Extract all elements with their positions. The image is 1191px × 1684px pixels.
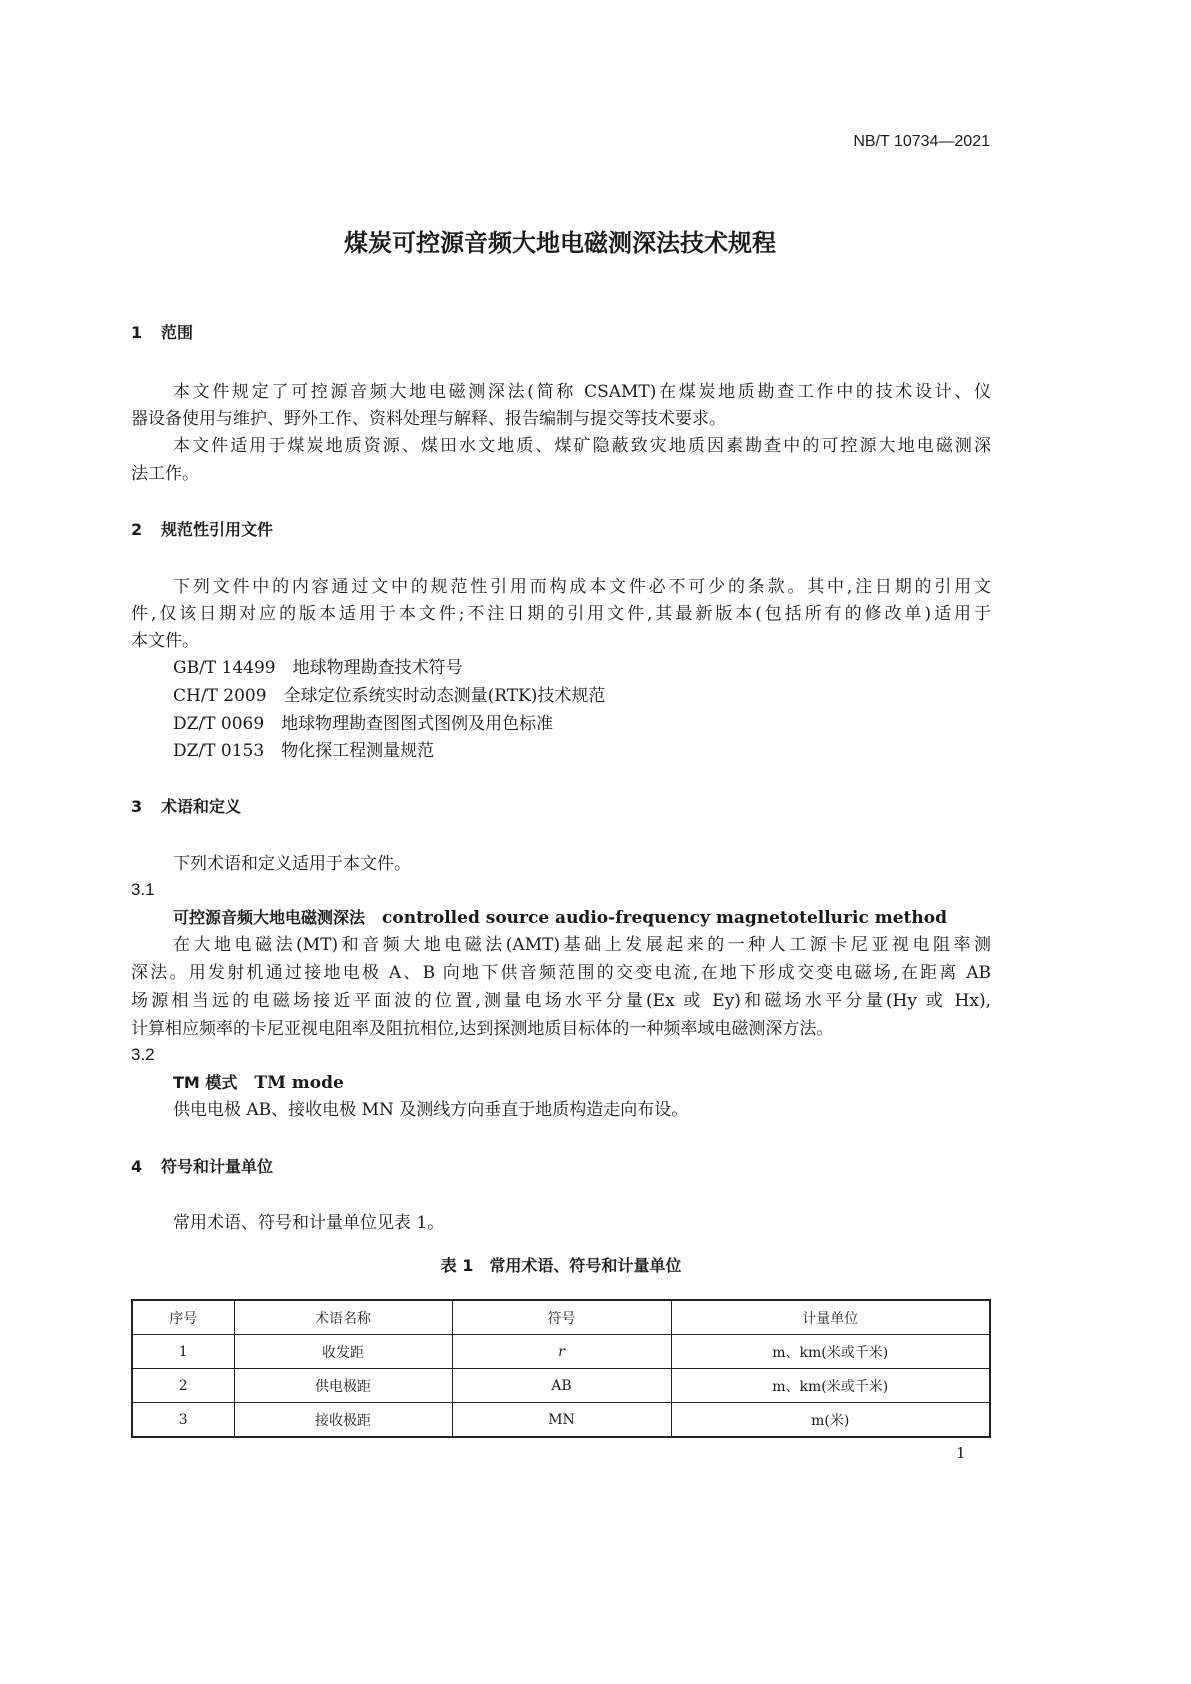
reference-code: CH/T 2009 — [173, 686, 267, 706]
page-title: 煤炭可控源音频大地电磁测深法技术规程 — [344, 229, 776, 257]
table-cell: AB — [452, 1369, 671, 1403]
reference-item — [173, 656, 463, 680]
section-title: 规范性引用文件 — [161, 520, 274, 539]
reference-title: 地球物理勘查技术符号 — [292, 658, 463, 678]
term-en: TM mode — [254, 1073, 344, 1093]
section-number: 3 — [131, 797, 143, 816]
reference-title: 全球定位系统实时动态测量(RTK)技术规范 — [283, 686, 606, 706]
paragraph-line: 计算相应频率的卡尼亚视电阻率及阻抗相位,达到探测地质目标体的一种频率域电磁测深方法。 — [131, 1019, 834, 1039]
table-row — [132, 1335, 990, 1369]
reference-title: 地球物理勘查图图式图例及用色标准 — [281, 714, 554, 734]
table-cell: MN — [452, 1403, 671, 1438]
reference-code: DZ/T 0069 — [173, 714, 265, 734]
page-number: 1 — [956, 1444, 966, 1462]
table-cell: 供电极距 — [234, 1369, 452, 1403]
paragraph-line: 供电电极 AB、接收电极 MN 及测线方向垂直于地质构造走向布设。 — [173, 1100, 689, 1120]
table-cell: 2 — [132, 1369, 234, 1403]
section-heading-4 — [131, 1155, 273, 1179]
column-header: 符号 — [452, 1300, 671, 1335]
paragraph-line: 在大地电磁法(MT)和音频大地电磁法(AMT)基础上发展起来的一种人工源卡尼亚视电阻率测 — [173, 935, 991, 955]
table-header-row — [132, 1300, 990, 1335]
term-en: controlled source audio-frequency magnetotelluric method — [382, 908, 947, 928]
paragraph-line: 下列文件中的内容通过文中的规范性引用而构成本文件必不可少的条款。其中,注日期的引用文 — [173, 577, 991, 597]
table-row — [132, 1369, 990, 1403]
column-header: 序号 — [132, 1300, 234, 1335]
term-cn: 可控源音频大地电磁测深法 — [173, 908, 366, 927]
section-number: 4 — [131, 1157, 143, 1176]
column-header: 计量单位 — [671, 1300, 990, 1335]
table-row — [132, 1403, 990, 1438]
term-cn: TM 模式 — [173, 1073, 238, 1092]
paragraph-line: 本文件规定了可控源音频大地电磁测深法(简称 CSAMT)在煤炭地质勘查工作中的技术设计、仪 — [173, 382, 991, 402]
section-title: 术语和定义 — [161, 797, 242, 816]
section-number: 2 — [131, 520, 143, 539]
table-cell: m、km(米或千米) — [671, 1369, 990, 1403]
reference-code: GB/T 14499 — [173, 658, 276, 678]
column-header: 术语名称 — [234, 1300, 452, 1335]
paragraph-line: 器设备使用与维护、野外工作、资料处理与解释、报告编制与提交等技术要求。 — [131, 409, 726, 429]
paragraph-line: 件,仅该日期对应的版本适用于本文件;不注日期的引用文件,其最新版本(包括所有的修改单)适用于 — [131, 604, 991, 624]
reference-title: 物化探工程测量规范 — [281, 741, 435, 761]
units-table — [131, 1299, 991, 1438]
table-cell: 1 — [132, 1335, 234, 1369]
table-caption: 表 1 常用术语、符号和计量单位 — [440, 1256, 682, 1275]
section-number: 1 — [131, 323, 143, 342]
term-number: 3.1 — [131, 880, 155, 899]
reference-item — [173, 739, 434, 763]
table-cell: 3 — [132, 1403, 234, 1438]
section-title: 范围 — [161, 323, 194, 342]
term-heading — [173, 906, 947, 930]
table-cell: 接收极距 — [234, 1403, 452, 1438]
term-heading — [173, 1071, 344, 1095]
table-cell: 收发距 — [234, 1335, 452, 1369]
section-title: 符号和计量单位 — [161, 1157, 274, 1176]
term-number: 3.2 — [131, 1045, 155, 1064]
reference-item — [173, 712, 553, 736]
paragraph-line: 法工作。 — [131, 464, 199, 484]
paragraph-line: 下列术语和定义适用于本文件。 — [173, 854, 411, 874]
reference-item — [173, 684, 605, 708]
table-cell: m(米) — [671, 1403, 990, 1438]
reference-code: DZ/T 0153 — [173, 741, 265, 761]
section-heading-1 — [131, 321, 193, 345]
section-heading-2 — [131, 518, 273, 542]
table-cell: r — [452, 1335, 671, 1369]
section-heading-3 — [131, 795, 241, 819]
paragraph-line: 常用术语、符号和计量单位见表 1。 — [173, 1213, 445, 1233]
paragraph-line: 深法。用发射机通过接地电极 A、B 向地下供音频范围的交变电流,在地下形成交变电磁场,在距离 AB — [131, 963, 991, 983]
paragraph-line: 场源相当远的电磁场接近平面波的位置,测量电场水平分量(Ex 或 Ey)和磁场水平分量(Hy 或 Hx), — [131, 991, 991, 1011]
paragraph-line: 本文件。 — [131, 631, 199, 651]
document-number: NB/T 10734—2021 — [853, 133, 990, 150]
table-cell: m、km(米或千米) — [671, 1335, 990, 1369]
paragraph-line: 本文件适用于煤炭地质资源、煤田水文地质、煤矿隐蔽致灾地质因素勘查中的可控源大地电磁测深 — [173, 436, 991, 456]
